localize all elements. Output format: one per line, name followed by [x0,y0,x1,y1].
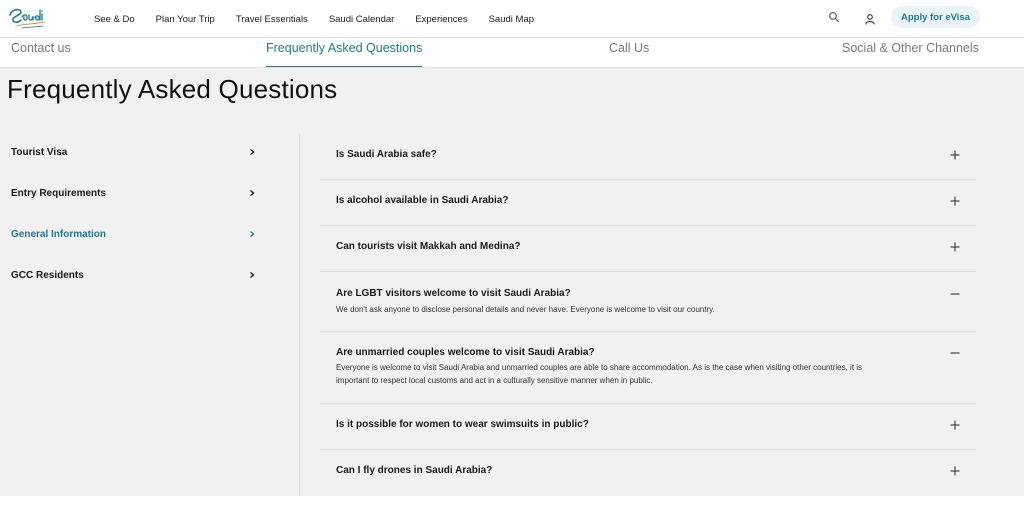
contact-tabs [0,38,1024,68]
faq-answer: Everyone is welcome to visit Saudi Arabia and unmarried couples are able to share accommodation. As is the case when visiting other countries, it is important to respect local customs and act in a culturally sensitive manner when in public. [336,363,863,385]
tab-call-us[interactable]: Call Us [609,41,650,55]
faq-category-sidebar [0,134,300,496]
saudi-logo[interactable] [6,5,48,31]
faq-item-saudi-safe[interactable] [320,134,976,180]
faq-item-alcohol[interactable] [320,180,976,226]
page-title: Frequently Asked Questions [7,74,338,104]
sidebar-item-tourist-visa[interactable] [11,142,256,162]
faq-item-unmarried-couples[interactable] [320,332,976,404]
plus-icon[interactable] [950,150,960,160]
faq-question: Can tourists visit Makkah and Medina? [336,241,521,252]
chevron-right-icon [248,271,256,279]
faq-item-swimsuits[interactable] [320,404,976,450]
tab-contact-us[interactable]: Contact us [11,41,71,55]
sidebar-item-label: Entry Requirements [11,187,107,199]
search-icon[interactable] [828,10,840,22]
sidebar-item-general-information[interactable] [11,224,256,244]
plus-icon[interactable] [950,242,960,252]
faq-item-lgbt-visitors[interactable] [320,272,976,332]
faq-question: Can I fly drones in Saudi Arabia? [336,465,493,476]
apply-evisa-button[interactable]: Apply for eVisa [891,6,980,28]
saudi-logo-icon [6,5,48,31]
chevron-right-icon [248,148,256,156]
main-nav [94,0,555,38]
site-header [0,0,1024,38]
chevron-right-icon [248,230,256,238]
nav-see-do[interactable]: See & Do [94,13,135,25]
user-icon[interactable] [864,12,876,24]
faq-question: Is alcohol available in Saudi Arabia? [336,195,509,206]
tab-social-other-channels[interactable]: Social & Other Channels [842,41,979,55]
nav-saudi-calendar[interactable]: Saudi Calendar [328,13,395,25]
footer-band [0,496,1024,517]
faq-question: Is it possible for women to wear swimsuits in public? [336,419,589,430]
tab-faq[interactable]: Frequently Asked Questions [266,41,422,67]
sidebar-item-label: GCC Residents [11,269,84,281]
faq-question: Are LGBT visitors welcome to visit Saudi Arabia? [336,288,571,299]
plus-icon[interactable] [950,420,960,430]
nav-experiences[interactable]: Experiences [415,13,468,25]
sidebar-item-entry-requirements[interactable] [11,183,256,203]
minus-icon[interactable] [950,348,960,358]
faq-answer: We don't ask anyone to disclose personal details and never have. Everyone is welcome to visit our country. [336,305,715,314]
plus-icon[interactable] [950,466,960,476]
nav-plan-your-trip[interactable]: Plan Your Trip [155,13,215,25]
nav-saudi-map[interactable]: Saudi Map [488,13,535,25]
plus-icon[interactable] [950,196,960,206]
faq-item-makkah-medina[interactable] [320,226,976,272]
sidebar-item-label: General Information [11,228,107,240]
minus-icon[interactable] [950,289,960,299]
sidebar-item-gcc-residents[interactable] [11,265,256,285]
chevron-right-icon [248,189,256,197]
nav-travel-essentials[interactable]: Travel Essentials [235,13,308,25]
faq-question: Is Saudi Arabia safe? [336,149,437,160]
faq-question: Are unmarried couples welcome to visit Saudi Arabia? [336,347,595,358]
faq-item-drones[interactable] [320,450,976,496]
sidebar-item-label: Tourist Visa [11,146,68,158]
